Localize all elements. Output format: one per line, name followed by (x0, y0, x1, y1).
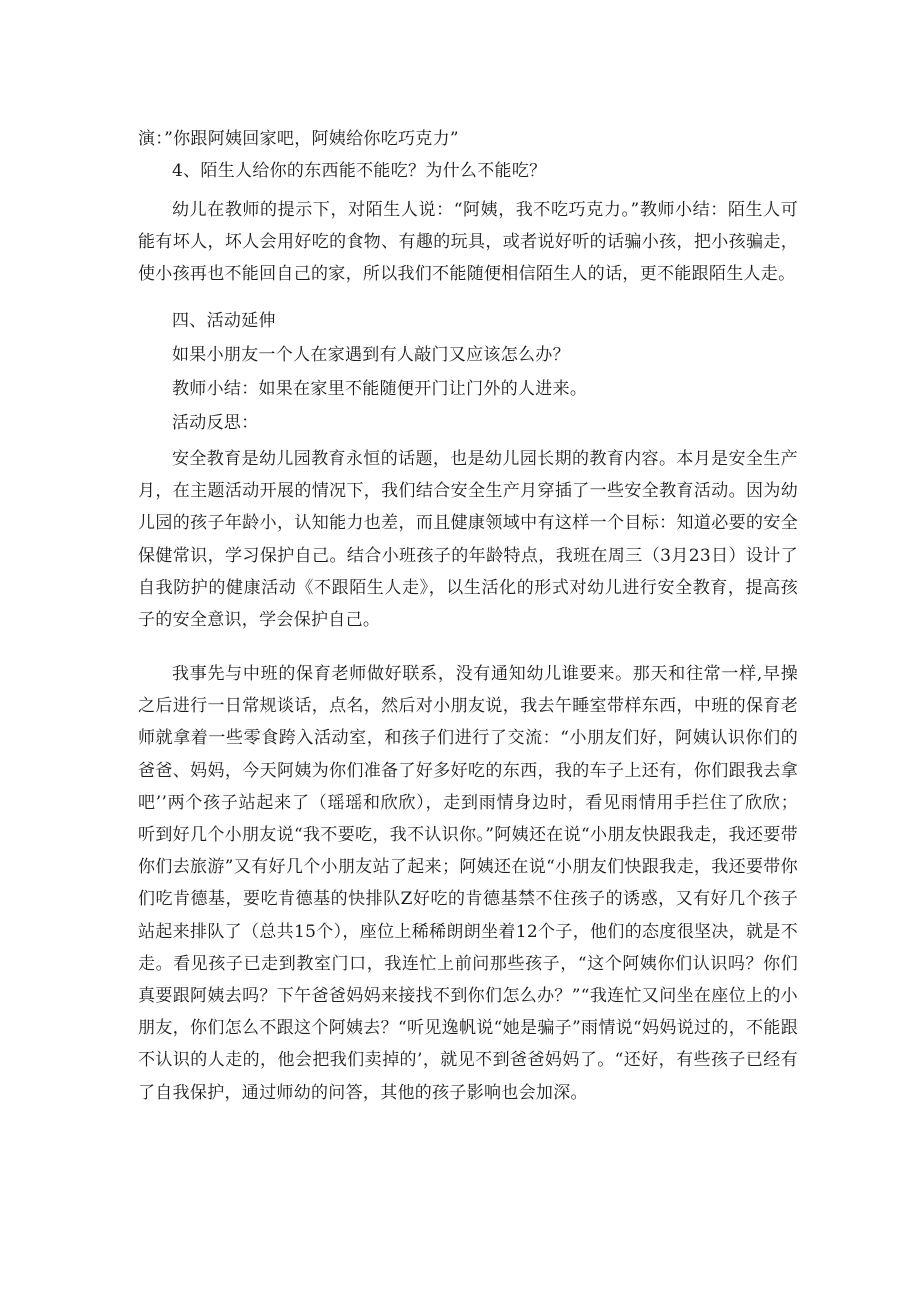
paragraph-teacher-summary-2: 教师小结：如果在家里不能随便开门让门外的人进来。 (172, 379, 588, 399)
paragraph-reflection-body-2: 我事先与中班的保育老师做好联系，没有通知幼儿谁要来。那天和往常一样,早操之后进行一日常规谈话，点名，然后对小朋友说，我去午睡室带样东西，中班的保育老师就拿着一些零食跨入活动室，和孩子们进行了交流：“小朋友们好，阿姨认识你们的爸爸、妈妈，今天阿姨为你们准备了好多好吃的东西，我的车子上还有，你们跟我去拿吧’’两个孩子站起来了（瑶瑶和欣欣），走到雨情身边时，看见雨情用手拦住了欣欣；听到好几个小朋友说“我不要吃，我不认识你。”阿姨还在说“小朋友快跟我走，我还要带你们去旅游”又有好几个小朋友站了起来；阿姨还在说“小朋友们快跟我走，我还要带你们吃肯德基，要吃肯德基的快排队Z好吃的肯德基禁不住孩子的诱惑，又有好几个孩子站起来排队了（总共15个），座位上稀稀朗朗坐着12个子，他们的态度很坚决，就是不走。看见孩子已走到教室门口，我连忙上前问那些孩子，“这个阿姨你们认识吗？你们真要跟阿姨去吗？下午爸爸妈妈来接找不到你们怎么办？”“我连忙又问坐在座位上的小朋友，你们怎么不跟这个阿姨去？“听见逸帆说“她是骗子”雨情说“妈妈说过的，不能跟不认识的人走的，他会把我们卖掉的’，就见不到爸爸妈妈了。“还好，有些孩子已经有了自我保护，通过师幼的问答，其他的孩子影响也会加深。 (138, 664, 798, 1103)
paragraph-role-play-line: 演：”你跟阿姨回家吧，阿姨给你吃巧克力” (138, 129, 459, 149)
paragraph-question-4: 4、陌生人给你的东西能不能吃？为什么不能吃？ (172, 161, 547, 181)
paragraph-teacher-summary-1: 幼儿在教师的提示下，对陌生人说：“阿姨，我不吃巧克力。”教师小结：陌生人可能有坏人，坏人会用好吃的食物、有趣的玩具，或者说好听的话骗小孩，把小孩骗走，使小孩再也不能回自己的家，所以我们不能随便相信陌生人的话，更不能跟陌生人走。 (138, 200, 798, 285)
paragraph-reflection-heading: 活动反思： (172, 413, 259, 433)
paragraph-section-heading-4: 四、活动延伸 (172, 311, 276, 331)
paragraph-extension-question: 如果小朋友一个人在家遇到有人敲门又应该怎么办？ (172, 345, 570, 365)
paragraph-reflection-body-1: 安全教育是幼儿园教育永恒的话题，也是幼儿园长期的教育内容。本月是安全生产月，在主题活动开展的情况下，我们结合安全生产月穿插了一些安全教育活动。因为幼儿园的孩子年龄小，认知能力也差，而且健康领域中有这样一个目标：知道必要的安全保健常识，学习保护自己。结合小班孩子的年龄特点，我班在周三（3月23日）设计了自我防护的健康活动《不跟陌生人走》，以生活化的形式对幼儿进行安全教育，提高孩子的安全意识，学会保护自己。 (138, 449, 798, 631)
